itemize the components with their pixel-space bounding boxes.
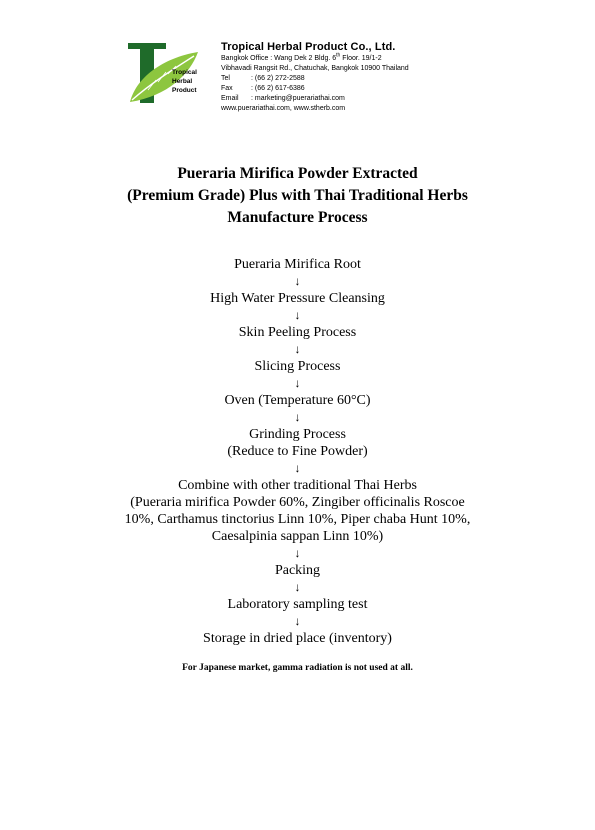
process-step-text: High Water Pressure Cleansing	[210, 291, 385, 306]
leaf-logo-icon	[126, 40, 216, 106]
down-arrow-icon: ↓	[294, 376, 301, 390]
company-name: Tropical Herbal Product Co., Ltd.	[221, 41, 396, 53]
down-arrow-icon: ↓	[294, 342, 301, 356]
down-arrow-icon: ↓	[294, 461, 301, 475]
process-step	[0, 324, 595, 341]
office-address-line1: Bangkok Office : Wang Dek 2 Bldg. 6th Floor. 19/1-2	[221, 52, 382, 62]
tel-line: Tel : (66 2) 272-2588	[221, 75, 305, 82]
process-step	[0, 426, 595, 460]
down-arrow-icon: ↓	[294, 580, 301, 594]
process-step	[0, 477, 595, 545]
down-arrow-icon: ↓	[294, 614, 301, 628]
office-address-line2: Vibhavadi Rangsit Rd., Chatuchak, Bangkok 10900 Thailand	[221, 65, 409, 72]
process-step-text: Pueraria Mirifica Root	[234, 257, 361, 272]
process-flow	[0, 256, 595, 647]
company-info	[221, 40, 409, 114]
process-step-text: Oven (Temperature 60°C)	[224, 393, 371, 408]
down-arrow-icon: ↓	[294, 308, 301, 322]
process-step	[0, 596, 595, 613]
company-logo	[126, 40, 216, 106]
process-step-text: Laboratory sampling test	[227, 597, 368, 612]
process-step	[0, 562, 595, 579]
down-arrow-icon: ↓	[294, 410, 301, 424]
title-line-3: Manufacture Process	[227, 209, 368, 226]
process-step-text: 10%, Carthamus tinctorius Linn 10%, Piper chaba Hunt 10%,	[124, 512, 471, 527]
process-step	[0, 290, 595, 307]
footnote: For Japanese market, gamma radiation is not used at all.	[182, 663, 413, 673]
document-title	[0, 163, 595, 229]
process-step	[0, 630, 595, 647]
website-links: www.puerariathai.com, www.stherb.com	[221, 105, 346, 112]
process-step-text: Skin Peeling Process	[238, 325, 357, 340]
process-step	[0, 358, 595, 375]
process-step	[0, 392, 595, 409]
down-arrow-icon: ↓	[294, 546, 301, 560]
title-line-1: Pueraria Mirifica Powder Extracted	[177, 165, 418, 182]
down-arrow-icon: ↓	[294, 274, 301, 288]
process-step-text: (Pueraria mirifica Powder 60%, Zingiber officinalis Roscoe	[130, 495, 465, 510]
process-step-text: Grinding Process	[249, 427, 346, 442]
process-step-text: (Reduce to Fine Powder)	[227, 444, 368, 459]
title-line-2: (Premium Grade) Plus with Thai Traditional Herbs	[127, 187, 468, 204]
logo-text: Tropical Herbal Product	[172, 69, 197, 94]
process-step	[0, 256, 595, 273]
process-step-text: Storage in dried place (inventory)	[203, 631, 392, 646]
process-step-text: Combine with other traditional Thai Herbs	[178, 478, 417, 493]
letterhead	[126, 40, 566, 120]
process-step-text: Slicing Process	[254, 359, 341, 374]
email-line: Email : marketing@puerariathai.com	[221, 95, 345, 102]
process-step-text: Packing	[274, 563, 321, 578]
fax-line: Fax : (66 2) 617-6386	[221, 85, 305, 92]
process-step-text: Caesalpinia sappan Linn 10%)	[211, 529, 384, 544]
